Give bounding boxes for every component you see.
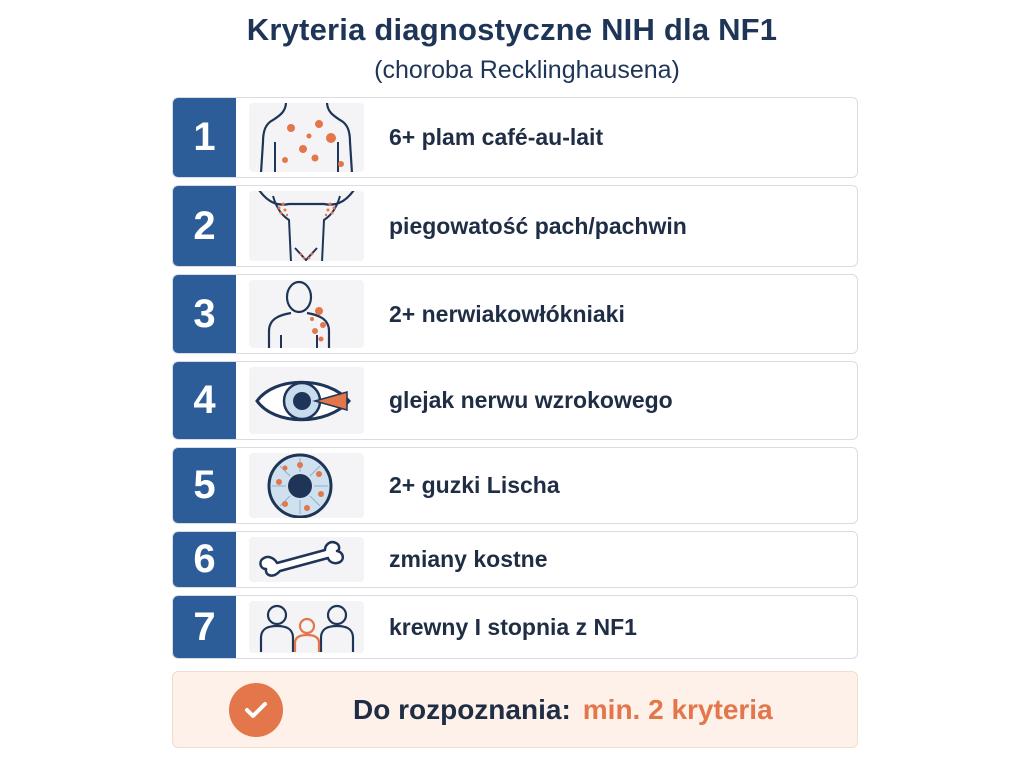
armpit-freckles-icon bbox=[249, 191, 364, 261]
page-subtitle: (choroba Recklinghausena) bbox=[374, 56, 680, 84]
criterion-label: 2+ guzki Lischa bbox=[389, 472, 560, 498]
criterion-row-2 bbox=[172, 185, 858, 267]
criterion-row-7 bbox=[172, 595, 858, 659]
criterion-row-6 bbox=[172, 531, 858, 588]
iris-nodules-icon bbox=[249, 453, 364, 518]
family-icon bbox=[249, 601, 364, 653]
summary-prefix: Do rozpoznania: bbox=[353, 693, 571, 725]
criterion-number: 7 bbox=[173, 596, 236, 658]
summary-highlight: min. 2 kryteria bbox=[582, 693, 773, 725]
criterion-number: 4 bbox=[173, 362, 236, 439]
criterion-label: 6+ plam café-au-lait bbox=[389, 124, 604, 150]
eye-glioma-icon bbox=[249, 367, 364, 434]
criterion-label: piegowatość pach/pachwin bbox=[389, 212, 687, 239]
criterion-row-3 bbox=[172, 274, 858, 354]
criterion-number: 3 bbox=[173, 275, 236, 353]
criterion-number: 5 bbox=[173, 448, 236, 523]
bone-icon bbox=[249, 537, 364, 582]
criterion-row-1 bbox=[172, 97, 858, 178]
criterion-label: krewny I stopnia z NF1 bbox=[389, 613, 637, 640]
person-nodules-icon bbox=[249, 280, 364, 348]
criterion-label: zmiany kostne bbox=[389, 546, 548, 572]
criterion-row-4 bbox=[172, 361, 858, 440]
criterion-number: 6 bbox=[173, 532, 236, 587]
torso-spots-icon bbox=[249, 103, 364, 172]
summary-text bbox=[353, 672, 773, 747]
criterion-row-5 bbox=[172, 447, 858, 524]
checkmark-icon bbox=[229, 683, 283, 737]
criterion-label: glejak nerwu wzrokowego bbox=[389, 387, 673, 413]
criterion-number: 2 bbox=[173, 186, 236, 266]
criterion-number: 1 bbox=[173, 98, 236, 177]
diagnosis-summary bbox=[172, 671, 858, 748]
criterion-label: 2+ nerwiakowłókniaki bbox=[389, 300, 625, 327]
page-title: Kryteria diagnostyczne NIH dla NF1 bbox=[246, 12, 778, 47]
